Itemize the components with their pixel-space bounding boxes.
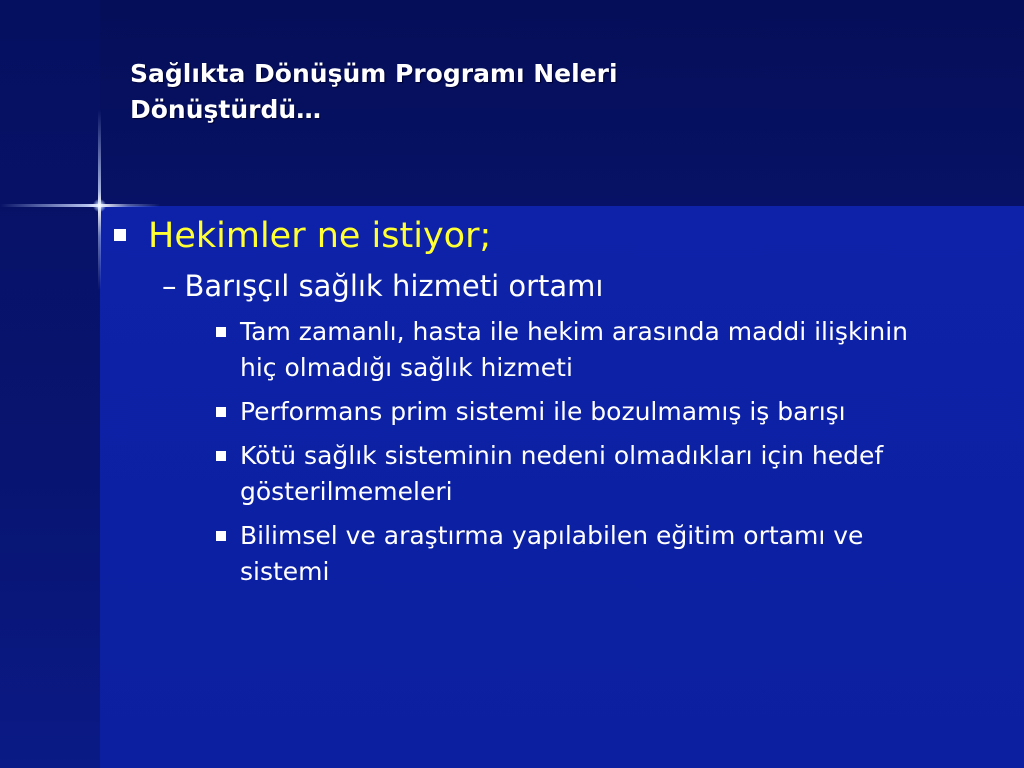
- title-line-2: Dönüştürdü…: [130, 95, 322, 124]
- square-bullet-icon: [216, 451, 226, 461]
- square-bullet-icon: [216, 327, 226, 337]
- list-item-text: Bilimsel ve araştırma yapılabilen eğitim ortamı ve sistemi: [240, 521, 864, 586]
- list-item-text: Performans prim sistemi ile bozulmamış iş barışı: [240, 397, 846, 426]
- square-bullet-icon: [216, 531, 226, 541]
- list-item: [216, 394, 974, 430]
- subheading-text: Barışçıl sağlık hizmeti ortamı: [184, 269, 604, 303]
- left-band: [0, 0, 100, 768]
- list-item: [216, 314, 974, 386]
- list-item-text: Tam zamanlı, hasta ile hekim arasında maddi ilişkinin hiç olmadığı sağlık hizmeti: [240, 317, 909, 382]
- title-line-1: Sağlıkta Dönüşüm Programı Neleri: [130, 59, 618, 88]
- heading-bullet: [114, 212, 974, 260]
- list-item: [216, 438, 974, 510]
- subheading-item: [162, 266, 974, 306]
- list-item: [216, 518, 974, 590]
- slide-content: [114, 212, 974, 590]
- square-bullet-icon: [216, 407, 226, 417]
- glow-star-icon: [93, 199, 106, 212]
- slide-title: [130, 56, 930, 128]
- square-bullet-icon: [114, 229, 126, 241]
- horizontal-glow-line: [0, 204, 160, 207]
- heading-text: Hekimler ne istiyor;: [148, 216, 492, 256]
- dash-bullet: –: [162, 269, 177, 303]
- list-item-text: Kötü sağlık sisteminin nedeni olmadıkları için hedef gösterilmemeleri: [240, 441, 884, 506]
